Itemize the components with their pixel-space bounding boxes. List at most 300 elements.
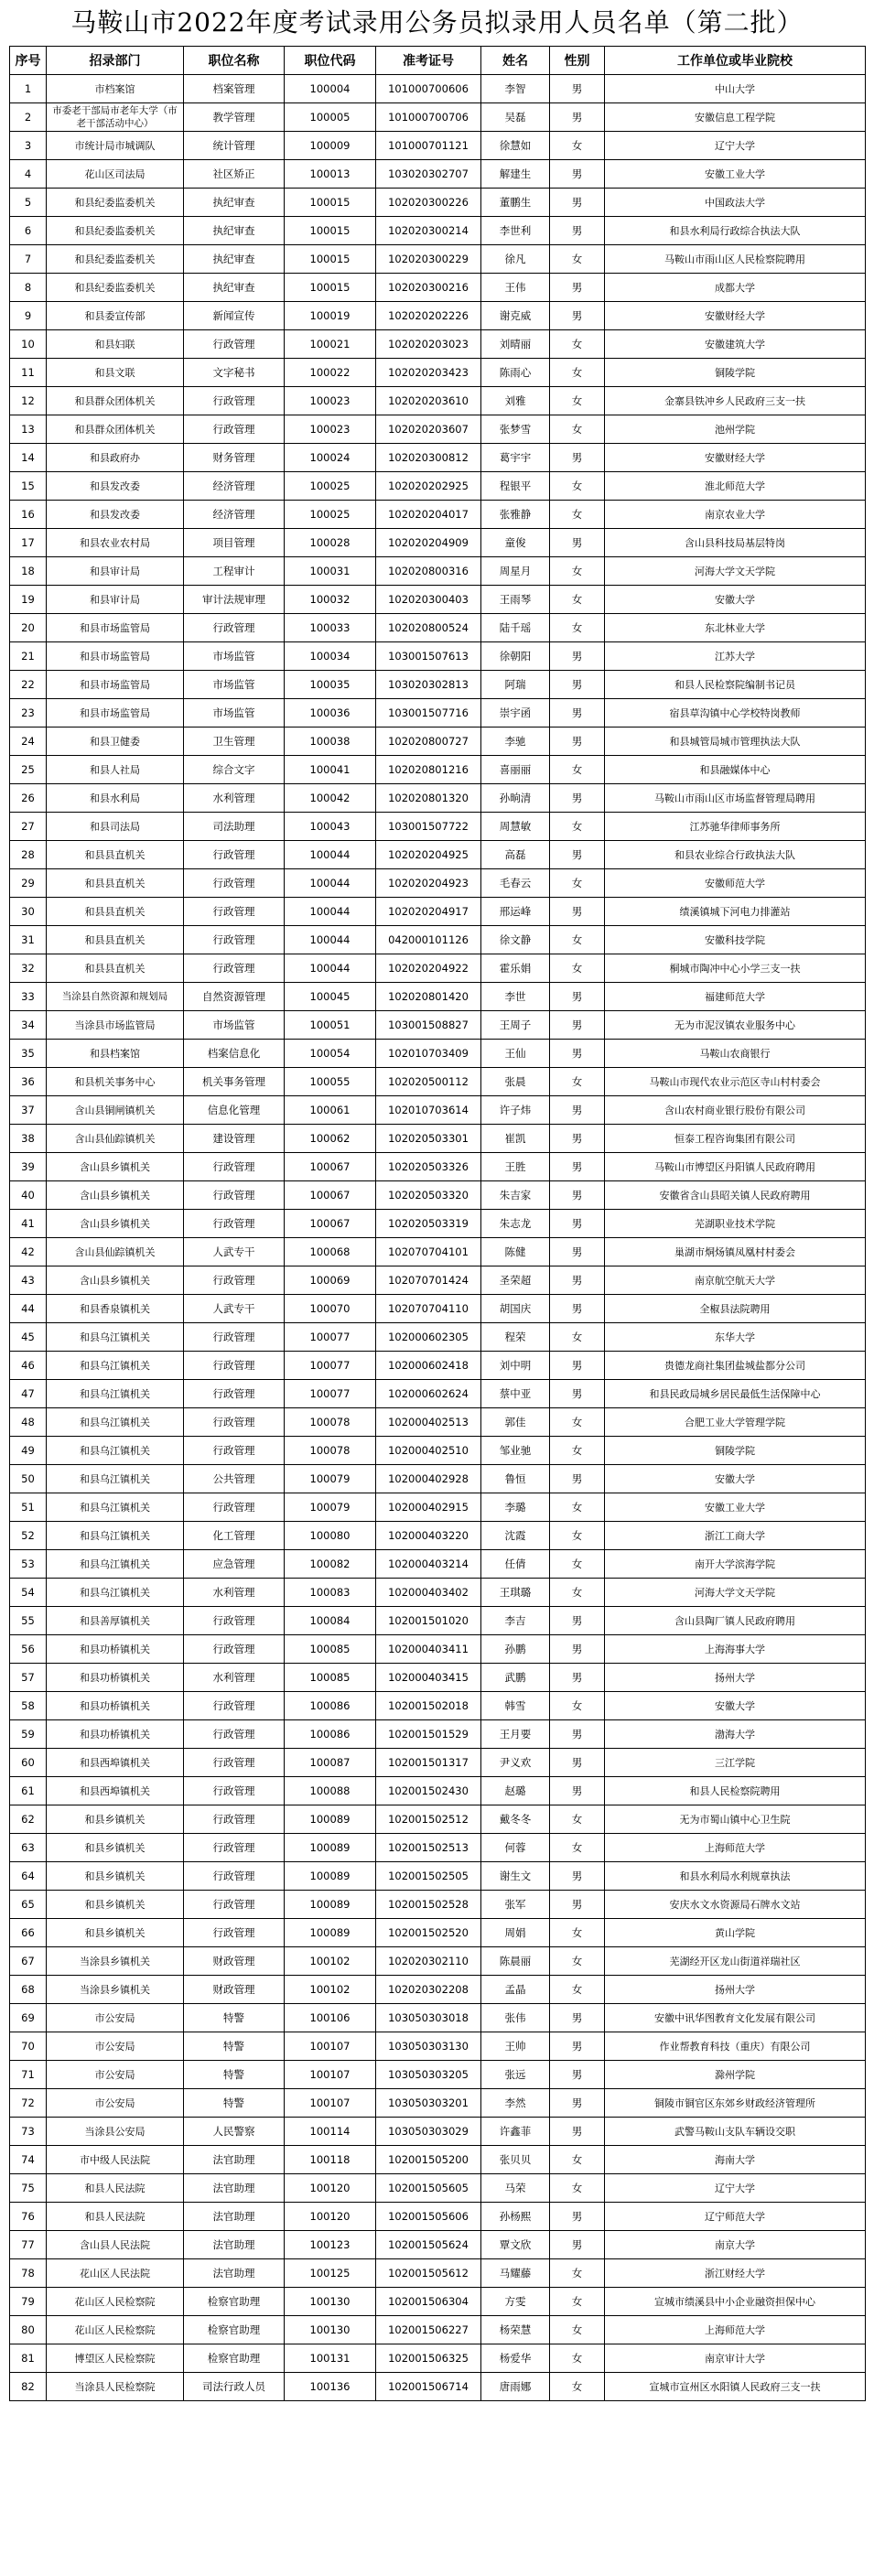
table-row <box>10 841 866 869</box>
cell-name: 吴磊 <box>481 103 550 132</box>
cell-gender: 男 <box>550 1352 605 1380</box>
cell-position-code: 100055 <box>285 1068 376 1096</box>
cell-index: 69 <box>10 2004 47 2032</box>
table-row <box>10 926 866 954</box>
cell-position: 卫生管理 <box>184 728 285 756</box>
cell-exam-number: 103050303201 <box>376 2089 481 2118</box>
cell-position: 市场监管 <box>184 699 285 728</box>
cell-exam-number: 103050303205 <box>376 2061 481 2089</box>
table-row <box>10 2259 866 2288</box>
table-row <box>10 2174 866 2203</box>
cell-employer-or-school: 马鞍山市雨山区市场监督管理局聘用 <box>605 784 866 813</box>
cell-index: 19 <box>10 586 47 614</box>
cell-name: 朱吉家 <box>481 1181 550 1210</box>
cell-position: 人武专干 <box>184 1238 285 1266</box>
cell-exam-number: 102020204017 <box>376 501 481 529</box>
cell-department: 市委老干部局市老年大学（市老干部活动中心） <box>47 103 184 132</box>
cell-gender: 男 <box>550 1380 605 1408</box>
cell-position-code: 100102 <box>285 1976 376 2004</box>
cell-employer-or-school: 马鞍山市现代农业示范区寺山村村委会 <box>605 1068 866 1096</box>
cell-name: 胡国庆 <box>481 1295 550 1323</box>
cell-index: 31 <box>10 926 47 954</box>
cell-name: 高磊 <box>481 841 550 869</box>
cell-department: 市统计局市城调队 <box>47 132 184 160</box>
cell-exam-number: 103050303130 <box>376 2032 481 2061</box>
cell-gender: 女 <box>550 1919 605 1947</box>
cell-employer-or-school: 扬州大学 <box>605 1664 866 1692</box>
cell-name: 李智 <box>481 75 550 103</box>
cell-name: 张梦雪 <box>481 415 550 444</box>
cell-index: 71 <box>10 2061 47 2089</box>
cell-index: 75 <box>10 2174 47 2203</box>
cell-position-code: 100041 <box>285 756 376 784</box>
cell-exam-number: 102020801320 <box>376 784 481 813</box>
header-cell: 性别 <box>550 47 605 75</box>
cell-position: 公共管理 <box>184 1465 285 1493</box>
table-row <box>10 189 866 217</box>
cell-position: 执纪审查 <box>184 245 285 274</box>
cell-position: 行政管理 <box>184 1749 285 1777</box>
cell-position-code: 100024 <box>285 444 376 472</box>
table-row <box>10 1266 866 1295</box>
cell-exam-number: 102020801216 <box>376 756 481 784</box>
cell-department: 和县乌江镇机关 <box>47 1522 184 1550</box>
cell-gender: 男 <box>550 841 605 869</box>
cell-employer-or-school: 池州学院 <box>605 415 866 444</box>
table-row <box>10 217 866 245</box>
cell-department: 市公安局 <box>47 2089 184 2118</box>
cell-position-code: 100044 <box>285 898 376 926</box>
cell-gender: 男 <box>550 2004 605 2032</box>
cell-exam-number: 102020300403 <box>376 586 481 614</box>
cell-department: 和县机关事务中心 <box>47 1068 184 1096</box>
cell-position: 行政管理 <box>184 1834 285 1862</box>
cell-exam-number: 102000402928 <box>376 1465 481 1493</box>
cell-index: 32 <box>10 954 47 983</box>
cell-position: 项目管理 <box>184 529 285 557</box>
cell-department: 和县档案馆 <box>47 1040 184 1068</box>
cell-employer-or-school: 马鞍山市雨山区人民检察院聘用 <box>605 245 866 274</box>
cell-gender: 女 <box>550 614 605 642</box>
cell-index: 43 <box>10 1266 47 1295</box>
table-row <box>10 330 866 359</box>
cell-gender: 女 <box>550 1976 605 2004</box>
cell-position: 执纪审查 <box>184 189 285 217</box>
header-cell: 工作单位或毕业院校 <box>605 47 866 75</box>
table-row <box>10 1635 866 1664</box>
cell-department: 花山区人民检察院 <box>47 2316 184 2344</box>
cell-name: 徐文静 <box>481 926 550 954</box>
cell-employer-or-school: 无为市泥汊镇农业服务中心 <box>605 1011 866 1040</box>
cell-position-code: 100069 <box>285 1266 376 1295</box>
cell-exam-number: 102020203423 <box>376 359 481 387</box>
cell-employer-or-school: 含山县科技局基层特岗 <box>605 529 866 557</box>
cell-name: 沈霞 <box>481 1522 550 1550</box>
cell-gender: 女 <box>550 132 605 160</box>
header-cell: 招录部门 <box>47 47 184 75</box>
cell-exam-number: 103001507722 <box>376 813 481 841</box>
cell-exam-number: 102020503320 <box>376 1181 481 1210</box>
cell-name: 尹义欢 <box>481 1749 550 1777</box>
cell-exam-number: 102020800316 <box>376 557 481 586</box>
table-row <box>10 2316 866 2344</box>
cell-exam-number: 102020204925 <box>376 841 481 869</box>
table-row <box>10 501 866 529</box>
cell-exam-number: 101000701121 <box>376 132 481 160</box>
cell-position-code: 100130 <box>285 2316 376 2344</box>
cell-exam-number: 102020203023 <box>376 330 481 359</box>
cell-name: 董鹏生 <box>481 189 550 217</box>
table-row <box>10 1891 866 1919</box>
cell-name: 王伟 <box>481 274 550 302</box>
cell-exam-number: 102020204909 <box>376 529 481 557</box>
cell-name: 覃文欣 <box>481 2231 550 2259</box>
cell-gender: 男 <box>550 983 605 1011</box>
cell-gender: 女 <box>550 245 605 274</box>
cell-index: 82 <box>10 2373 47 2401</box>
table-row <box>10 1777 866 1805</box>
cell-position: 行政管理 <box>184 841 285 869</box>
cell-exam-number: 103050303018 <box>376 2004 481 2032</box>
table-row <box>10 245 866 274</box>
cell-gender: 女 <box>550 1947 605 1976</box>
cell-exam-number: 102010703614 <box>376 1096 481 1125</box>
cell-employer-or-school: 河海大学文天学院 <box>605 1579 866 1607</box>
cell-gender: 男 <box>550 2061 605 2089</box>
cell-department: 和县乌江镇机关 <box>47 1437 184 1465</box>
cell-department: 和县香泉镇机关 <box>47 1295 184 1323</box>
cell-position-code: 100107 <box>285 2061 376 2089</box>
table-row <box>10 1550 866 1579</box>
table-row <box>10 1720 866 1749</box>
cell-position: 法官助理 <box>184 2259 285 2288</box>
cell-employer-or-school: 江苏大学 <box>605 642 866 671</box>
cell-name: 徐凡 <box>481 245 550 274</box>
table-row <box>10 1947 866 1976</box>
cell-position: 自然资源管理 <box>184 983 285 1011</box>
cell-department: 和县乌江镇机关 <box>47 1408 184 1437</box>
cell-position-code: 100023 <box>285 387 376 415</box>
cell-position: 行政管理 <box>184 1607 285 1635</box>
cell-position: 水利管理 <box>184 1664 285 1692</box>
cell-employer-or-school: 上海海事大学 <box>605 1635 866 1664</box>
cell-exam-number: 102000402513 <box>376 1408 481 1437</box>
cell-department: 和县卫健委 <box>47 728 184 756</box>
cell-position: 财政管理 <box>184 1976 285 2004</box>
table-row <box>10 1380 866 1408</box>
cell-gender: 女 <box>550 1805 605 1834</box>
cell-position-code: 100130 <box>285 2288 376 2316</box>
cell-position: 综合文字 <box>184 756 285 784</box>
cell-gender: 女 <box>550 926 605 954</box>
cell-employer-or-school: 上海师范大学 <box>605 2316 866 2344</box>
cell-employer-or-school: 和县水利局水利规章执法 <box>605 1862 866 1891</box>
cell-index: 70 <box>10 2032 47 2061</box>
cell-gender: 男 <box>550 2089 605 2118</box>
cell-department: 和县功桥镇机关 <box>47 1720 184 1749</box>
cell-position: 人民警察 <box>184 2118 285 2146</box>
cell-name: 刘中明 <box>481 1352 550 1380</box>
cell-employer-or-school: 和县融媒体中心 <box>605 756 866 784</box>
cell-employer-or-school: 东华大学 <box>605 1323 866 1352</box>
cell-position: 执纪审查 <box>184 217 285 245</box>
cell-position: 财政管理 <box>184 1947 285 1976</box>
cell-employer-or-school: 和县人民检察院聘用 <box>605 1777 866 1805</box>
cell-name: 刘雅 <box>481 387 550 415</box>
cell-position-code: 100107 <box>285 2089 376 2118</box>
cell-position-code: 100015 <box>285 189 376 217</box>
cell-gender: 男 <box>550 1607 605 1635</box>
cell-name: 蔡中亚 <box>481 1380 550 1408</box>
cell-exam-number: 102020503301 <box>376 1125 481 1153</box>
cell-position: 行政管理 <box>184 1692 285 1720</box>
cell-department: 当涂县乡镇机关 <box>47 1976 184 2004</box>
table-row <box>10 756 866 784</box>
cell-index: 68 <box>10 1976 47 2004</box>
cell-index: 40 <box>10 1181 47 1210</box>
cell-department: 和县乡镇机关 <box>47 1919 184 1947</box>
cell-gender: 男 <box>550 1664 605 1692</box>
cell-employer-or-school: 武警马鞍山支队车辆设交职 <box>605 2118 866 2146</box>
cell-employer-or-school: 巢湖市烔炀镇凤凰村村委会 <box>605 1238 866 1266</box>
cell-name: 王月要 <box>481 1720 550 1749</box>
table-row <box>10 1323 866 1352</box>
cell-index: 36 <box>10 1068 47 1096</box>
cell-gender: 男 <box>550 1862 605 1891</box>
cell-department: 市公安局 <box>47 2004 184 2032</box>
cell-name: 戴冬冬 <box>481 1805 550 1834</box>
cell-department: 和县县直机关 <box>47 898 184 926</box>
cell-employer-or-school: 全椒县法院聘用 <box>605 1295 866 1323</box>
cell-department: 花山区司法局 <box>47 160 184 189</box>
table-row <box>10 529 866 557</box>
cell-name: 许子炜 <box>481 1096 550 1125</box>
cell-name: 解建生 <box>481 160 550 189</box>
table-row <box>10 983 866 1011</box>
cell-index: 50 <box>10 1465 47 1493</box>
table-row <box>10 699 866 728</box>
cell-gender: 男 <box>550 1777 605 1805</box>
cell-department: 花山区人民检察院 <box>47 2288 184 2316</box>
cell-gender: 女 <box>550 359 605 387</box>
cell-index: 7 <box>10 245 47 274</box>
cell-index: 44 <box>10 1295 47 1323</box>
cell-position: 人武专干 <box>184 1295 285 1323</box>
cell-employer-or-school: 辽宁大学 <box>605 2174 866 2203</box>
cell-name: 圣荣超 <box>481 1266 550 1295</box>
cell-index: 73 <box>10 2118 47 2146</box>
cell-position-code: 100067 <box>285 1153 376 1181</box>
table-row <box>10 2203 866 2231</box>
cell-department: 含山县乡镇机关 <box>47 1210 184 1238</box>
cell-name: 李驰 <box>481 728 550 756</box>
cell-department: 和县妇联 <box>47 330 184 359</box>
table-row <box>10 2288 866 2316</box>
cell-exam-number: 102020500112 <box>376 1068 481 1096</box>
cell-position: 行政管理 <box>184 869 285 898</box>
cell-exam-number: 103020302813 <box>376 671 481 699</box>
cell-position-code: 100088 <box>285 1777 376 1805</box>
cell-index: 17 <box>10 529 47 557</box>
cell-department: 当涂县自然资源和规划局 <box>47 983 184 1011</box>
cell-exam-number: 102070701424 <box>376 1266 481 1295</box>
cell-employer-or-school: 安徽科技学院 <box>605 926 866 954</box>
cell-exam-number: 102001505612 <box>376 2259 481 2288</box>
cell-gender: 女 <box>550 869 605 898</box>
cell-index: 37 <box>10 1096 47 1125</box>
cell-position-code: 100051 <box>285 1011 376 1040</box>
cell-exam-number: 103001507613 <box>376 642 481 671</box>
cell-index: 60 <box>10 1749 47 1777</box>
cell-department: 和县审计局 <box>47 586 184 614</box>
cell-gender: 女 <box>550 1550 605 1579</box>
cell-name: 周慧敏 <box>481 813 550 841</box>
cell-position: 行政管理 <box>184 1210 285 1238</box>
cell-exam-number: 102001502018 <box>376 1692 481 1720</box>
table-row <box>10 2118 866 2146</box>
cell-exam-number: 102001502430 <box>376 1777 481 1805</box>
cell-position-code: 100023 <box>285 415 376 444</box>
cell-index: 64 <box>10 1862 47 1891</box>
cell-employer-or-school: 南京审计大学 <box>605 2344 866 2373</box>
cell-employer-or-school: 马鞍山农商银行 <box>605 1040 866 1068</box>
cell-position: 特警 <box>184 2004 285 2032</box>
cell-index: 11 <box>10 359 47 387</box>
cell-employer-or-school: 恒泰工程咨询集团有限公司 <box>605 1125 866 1153</box>
cell-exam-number: 102020300229 <box>376 245 481 274</box>
cell-gender: 女 <box>550 2259 605 2288</box>
cell-employer-or-school: 安徽大学 <box>605 1465 866 1493</box>
cell-index: 22 <box>10 671 47 699</box>
cell-department: 和县功桥镇机关 <box>47 1664 184 1692</box>
cell-position-code: 100120 <box>285 2174 376 2203</box>
cell-exam-number: 101000700706 <box>376 103 481 132</box>
cell-employer-or-school: 安徽中讯华图教育文化发展有限公司 <box>605 2004 866 2032</box>
cell-employer-or-school: 合肥工业大学管理学院 <box>605 1408 866 1437</box>
table-row <box>10 2146 866 2174</box>
cell-employer-or-school: 安徽建筑大学 <box>605 330 866 359</box>
cell-exam-number: 102000602305 <box>376 1323 481 1352</box>
cell-exam-number: 102001505606 <box>376 2203 481 2231</box>
table-row <box>10 1692 866 1720</box>
cell-name: 孙鹏 <box>481 1635 550 1664</box>
cell-position: 市场监管 <box>184 671 285 699</box>
cell-position: 化工管理 <box>184 1522 285 1550</box>
cell-position: 行政管理 <box>184 1380 285 1408</box>
cell-department: 和县市场监管局 <box>47 642 184 671</box>
cell-index: 34 <box>10 1011 47 1040</box>
cell-name: 王帅 <box>481 2032 550 2061</box>
cell-exam-number: 102020202925 <box>376 472 481 501</box>
cell-employer-or-school: 安徽财经大学 <box>605 444 866 472</box>
cell-name: 崔凯 <box>481 1125 550 1153</box>
cell-gender: 女 <box>550 756 605 784</box>
cell-gender: 女 <box>550 2373 605 2401</box>
cell-position: 经济管理 <box>184 472 285 501</box>
cell-position-code: 100044 <box>285 954 376 983</box>
table-row <box>10 1011 866 1040</box>
cell-exam-number: 102000403220 <box>376 1522 481 1550</box>
cell-index: 59 <box>10 1720 47 1749</box>
cell-department: 和县县直机关 <box>47 869 184 898</box>
cell-position-code: 100005 <box>285 103 376 132</box>
table-row <box>10 2089 866 2118</box>
table-row <box>10 1295 866 1323</box>
cell-department: 和县人民法院 <box>47 2174 184 2203</box>
cell-index: 77 <box>10 2231 47 2259</box>
cell-position: 应急管理 <box>184 1550 285 1579</box>
cell-gender: 女 <box>550 1323 605 1352</box>
cell-department: 和县乡镇机关 <box>47 1834 184 1862</box>
cell-exam-number: 102000403415 <box>376 1664 481 1692</box>
cell-gender: 女 <box>550 472 605 501</box>
cell-name: 阿瑞 <box>481 671 550 699</box>
cell-employer-or-school: 中国政法大学 <box>605 189 866 217</box>
table-row <box>10 1493 866 1522</box>
cell-gender: 女 <box>550 1834 605 1862</box>
cell-department: 含山县仙踪镇机关 <box>47 1238 184 1266</box>
cell-name: 王琪璐 <box>481 1579 550 1607</box>
cell-name: 张雅静 <box>481 501 550 529</box>
cell-index: 38 <box>10 1125 47 1153</box>
cell-exam-number: 102001502512 <box>376 1805 481 1834</box>
cell-name: 周娟 <box>481 1919 550 1947</box>
cell-gender: 女 <box>550 954 605 983</box>
cell-position: 财务管理 <box>184 444 285 472</box>
cell-index: 56 <box>10 1635 47 1664</box>
cell-gender: 男 <box>550 1040 605 1068</box>
cell-position: 检察官助理 <box>184 2288 285 2316</box>
cell-index: 74 <box>10 2146 47 2174</box>
cell-position-code: 100086 <box>285 1720 376 1749</box>
cell-gender: 女 <box>550 2146 605 2174</box>
cell-employer-or-school: 南京大学 <box>605 2231 866 2259</box>
cell-exam-number: 102020800524 <box>376 614 481 642</box>
cell-position-code: 100102 <box>285 1947 376 1976</box>
cell-exam-number: 102000602624 <box>376 1380 481 1408</box>
cell-index: 5 <box>10 189 47 217</box>
cell-employer-or-school: 铜陵市铜官区东郊乡财政经济管理所 <box>605 2089 866 2118</box>
cell-name: 张晨 <box>481 1068 550 1096</box>
cell-position-code: 100022 <box>285 359 376 387</box>
cell-position-code: 100086 <box>285 1692 376 1720</box>
table-row <box>10 614 866 642</box>
cell-gender: 男 <box>550 642 605 671</box>
cell-name: 韩雪 <box>481 1692 550 1720</box>
cell-index: 46 <box>10 1352 47 1380</box>
cell-department: 市公安局 <box>47 2061 184 2089</box>
cell-employer-or-school: 海南大学 <box>605 2146 866 2174</box>
cell-name: 周星月 <box>481 557 550 586</box>
cell-exam-number: 102020800727 <box>376 728 481 756</box>
cell-position-code: 100120 <box>285 2203 376 2231</box>
table-row <box>10 2231 866 2259</box>
cell-employer-or-school: 江苏驰华律师事务所 <box>605 813 866 841</box>
table-row <box>10 274 866 302</box>
header-row <box>10 47 866 75</box>
cell-gender: 男 <box>550 75 605 103</box>
cell-department: 和县农业农村局 <box>47 529 184 557</box>
cell-department: 和县乌江镇机关 <box>47 1380 184 1408</box>
cell-name: 徐慧如 <box>481 132 550 160</box>
cell-index: 61 <box>10 1777 47 1805</box>
cell-position-code: 100009 <box>285 132 376 160</box>
cell-position-code: 100106 <box>285 2004 376 2032</box>
cell-department: 和县人民法院 <box>47 2203 184 2231</box>
cell-position: 行政管理 <box>184 1805 285 1834</box>
cell-department: 和县县直机关 <box>47 841 184 869</box>
table-row <box>10 869 866 898</box>
